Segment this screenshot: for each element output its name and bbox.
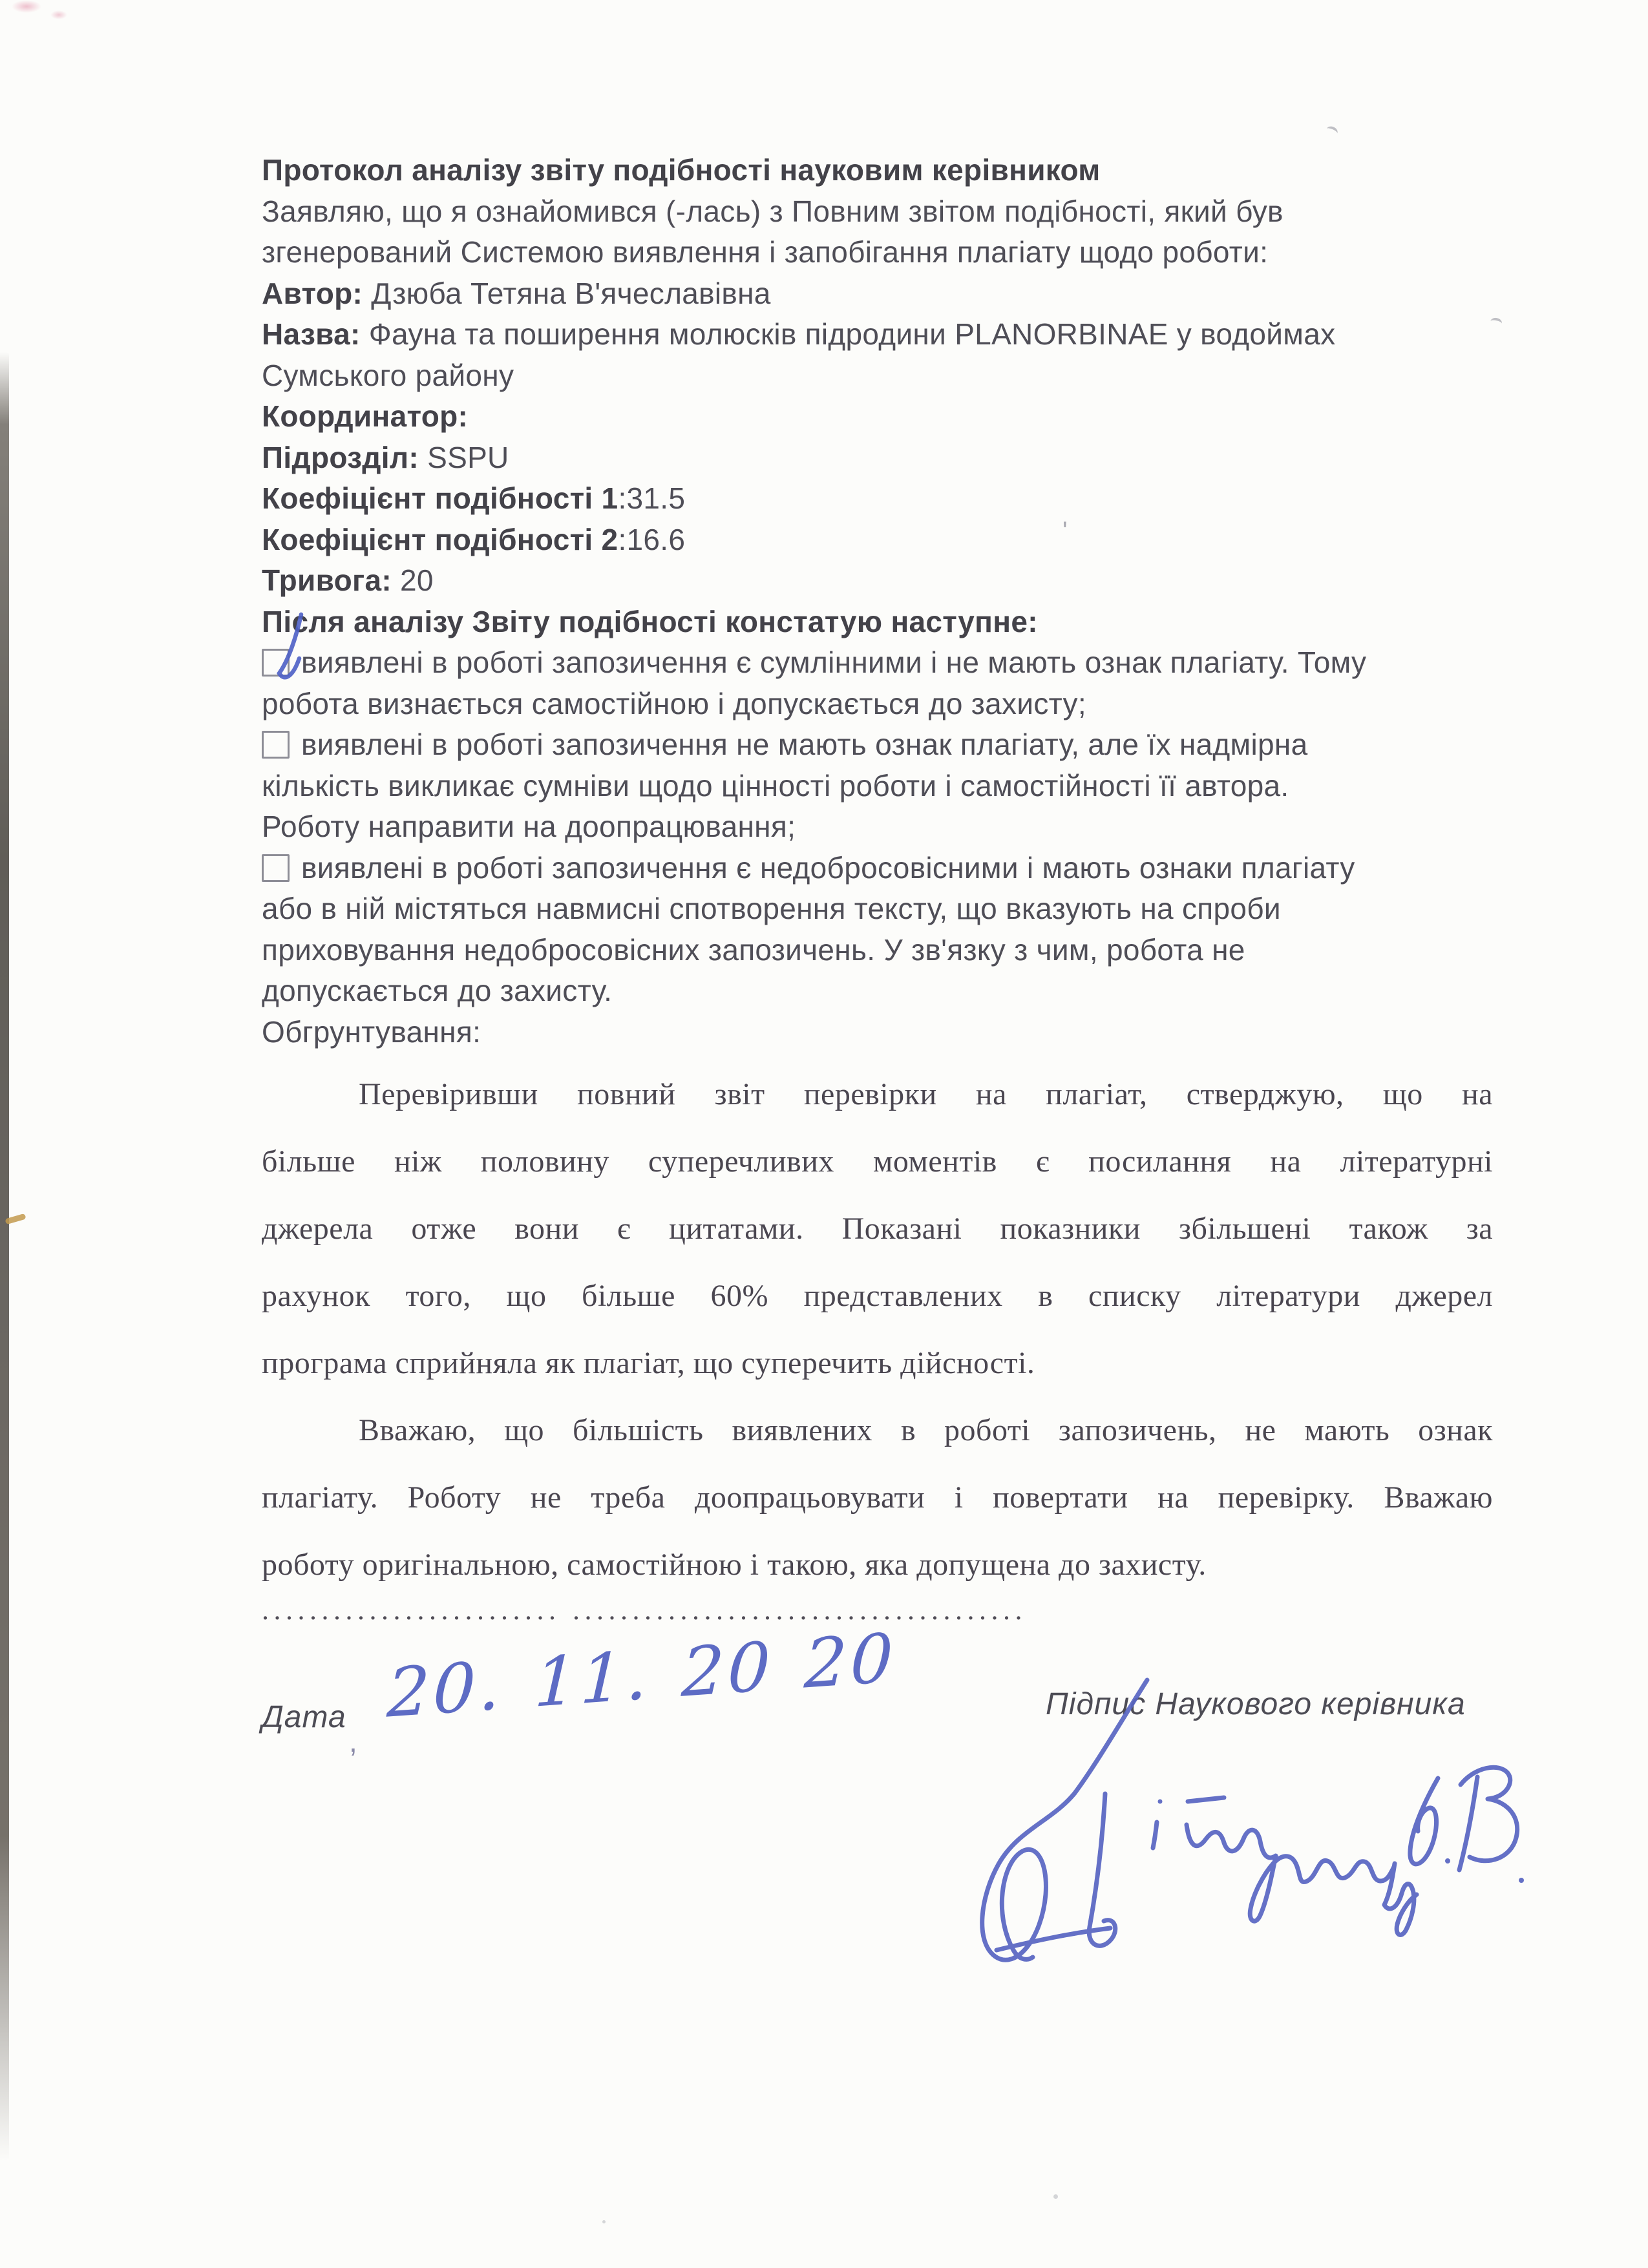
line-text: Сумського району [262, 358, 514, 392]
conclusion-heading [262, 602, 1528, 643]
text-line [262, 684, 1528, 725]
option-3-line [262, 848, 1528, 889]
assessment-line: програма сприйняла як плагіат, що суперечить дійсності. [262, 1346, 1035, 1380]
similarity-coefficient-1-line [262, 478, 1528, 520]
line-text: :16.6 [618, 522, 686, 556]
title-field-line [262, 314, 1528, 355]
assessment-line: Вважаю, що більшість виявлених в роботі запозичень, не мають ознак [359, 1413, 1493, 1447]
checkbox-unchecked [262, 731, 290, 759]
unit-line [262, 437, 1528, 479]
field-label: Координатор: [262, 399, 469, 433]
document-title: Протокол аналізу звіту подібності науковим керівником [262, 153, 1101, 187]
date-label: Дата [262, 1700, 346, 1734]
field-label: Назва: [262, 317, 361, 351]
line-text: допускається до захисту. [262, 974, 613, 1007]
line-text: Заявляю, що я ознайомився (-лась) з Повним звітом подібності, який був [262, 194, 1284, 228]
coordinator-line [262, 396, 1528, 437]
handwritten-signature [950, 1667, 1532, 1990]
assessment-line: плагіату. Роботу не треба доопрацьовувати і повертати на перевірку. Вважаю [262, 1480, 1493, 1515]
text-line [262, 232, 1528, 273]
field-label: Автор: [262, 276, 363, 310]
text-line [262, 191, 1528, 233]
assessment-line: джерела отже вони є цитатами. Показані показники збільшені також за [262, 1212, 1493, 1246]
line-text: виявлені в роботі запозичення є недобросовісними і мають ознаки плагіату [301, 850, 1355, 885]
assessment-line: роботу оригінальною, самостійною і такою, яка допущена до захисту. [262, 1548, 1207, 1582]
line-text: виявлені в роботі запозичення не мають ознак плагіату, але їх надмірна [301, 728, 1308, 761]
line-text: або в ній містяться навмисні спотворення тексту, що вказують на спроби [262, 892, 1281, 925]
justification-heading [262, 1012, 1528, 1053]
scan-speck [1325, 125, 1339, 138]
scan-speck [1053, 2194, 1058, 2199]
line-text: приховування недобросовісних запозичень. У зв'язку з чим, робота не [262, 932, 1245, 967]
text-line [262, 806, 1528, 848]
checkbox-unchecked [262, 854, 290, 882]
scan-speck: , [349, 1725, 357, 1758]
scan-speck [602, 2220, 606, 2223]
text-line [262, 355, 1528, 397]
field-label: Коефіцієнт подібності 2 [262, 522, 618, 556]
handwritten-date: 20. 11. 20 20 [385, 1618, 898, 1733]
checkbox-checked [262, 649, 290, 677]
protocol-text-block [262, 150, 1528, 1053]
signature-label: Підпис Наукового керівника [1046, 1687, 1466, 1721]
line-text: :31.5 [618, 481, 686, 515]
scan-speck [12, 0, 41, 13]
author-line [262, 273, 1528, 315]
line-text: 20 [391, 563, 434, 597]
field-label: Тривога: [262, 563, 392, 597]
field-label: Коефіцієнт подібності 1 [262, 481, 618, 515]
text-line [262, 971, 1528, 1012]
text-line [262, 888, 1528, 930]
line-text: згенерований Системою виявлення і запобігання плагіату щодо роботи: [262, 235, 1269, 269]
alert-line [262, 560, 1528, 602]
line-text: виявлені в роботі запозичення є сумлінними і не мають ознак плагіату. Тому [301, 646, 1367, 679]
line-text: робота визнається самостійною і допускається до захисту; [262, 686, 1086, 720]
scan-speck [50, 10, 67, 19]
checkmark-ink [256, 608, 321, 692]
similarity-coefficient-2-line [262, 520, 1528, 561]
assessment-line: більше ніж половину суперечливих моментів є посилання на літературні [262, 1144, 1493, 1179]
assessment-line: рахунок того, що більше 60% представлених в списку літератури джерел [262, 1279, 1493, 1313]
line-text: Обгрунтування: [262, 1014, 481, 1049]
line-text: Роботу направити на доопрацювання; [262, 810, 796, 843]
option-1-line [262, 642, 1528, 684]
line-text: SSPU [419, 440, 509, 474]
text-line [262, 766, 1528, 807]
field-label: Після аналізу Звіту подібності констатую наступне: [262, 604, 1038, 638]
field-label: Підрозділ: [262, 440, 419, 474]
scan-speck: ' [1062, 517, 1068, 545]
line-text: кількість викликає сумніви щодо цінності роботи і самостійності її автора. [262, 768, 1289, 803]
assessment-line: Перевіривши повний звіт перевірки на плагіат, стверджую, що на [359, 1077, 1493, 1111]
scan-edge-shadow [0, 352, 9, 2161]
text-line [262, 930, 1528, 971]
option-2-line [262, 724, 1528, 766]
line-text: Фауна та поширення молюсків підродини PLANORBINAE у водоймах [360, 317, 1336, 351]
line-text: Дзюба Тетяна В'ячеславівна [363, 276, 771, 310]
dotted-fill-line: ......................... ...................................... [262, 1594, 1027, 1626]
